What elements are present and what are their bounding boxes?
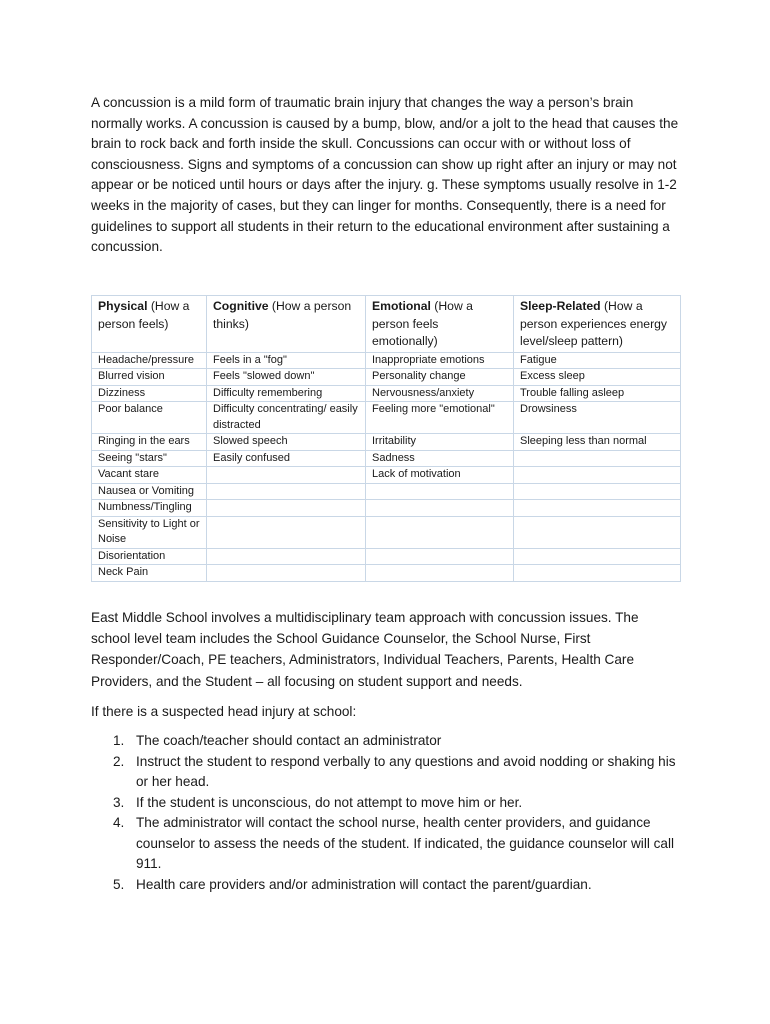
list-text: Instruct the student to respond verbally to any questions and avoid nodding or shaking his or her head. [136, 753, 676, 789]
injury-heading: If there is a suspected head injury at school: [91, 704, 357, 719]
table-cell [366, 516, 514, 548]
table-cell [207, 516, 366, 548]
list-item [91, 731, 676, 752]
table-row [92, 483, 681, 500]
table-row [92, 402, 681, 434]
table-cell: Nausea or Vomiting [92, 483, 207, 500]
list-number: 2. [113, 753, 125, 769]
table-cell [366, 565, 514, 582]
table-cell [207, 483, 366, 500]
table-cell [366, 500, 514, 517]
table-cell: Headache/pressure [92, 352, 207, 369]
table-cell: Poor balance [92, 402, 207, 434]
list-item [91, 813, 676, 875]
table-cell: Personality change [366, 369, 514, 386]
table-row [92, 450, 681, 467]
table-cell [514, 483, 681, 500]
table-row [92, 565, 681, 582]
table-cell: Neck Pain [92, 565, 207, 582]
table-row [92, 467, 681, 484]
list-text: The coach/teacher should contact an administrator [136, 733, 442, 748]
table-cell: Feeling more "emotional" [366, 402, 514, 434]
table-cell [514, 500, 681, 517]
header-sleep-related: Sleep-Related (How a person experiences energy level/sleep pattern) [514, 296, 681, 353]
list-text: Health care providers and/or administration will contact the parent/guardian. [136, 876, 592, 892]
list-number: 4. [113, 815, 125, 830]
table-cell [514, 467, 681, 484]
table-cell: Nervousness/anxiety [366, 385, 514, 402]
table-cell: Sadness [366, 450, 514, 467]
table-cell: Seeing "stars" [92, 450, 207, 467]
team-paragraph: East Middle School involves a multidisciplinary team approach with concussion issues. The school level team includes the School Guidance Counselor, the School Nurse, First Responder/Coach, PE teachers, Administrators, Individual Teachers, Parents, Health Care Providers, and the Student – all focusing on student support and needs. [91, 610, 639, 689]
table-cell: Difficulty concentrating/ easily distracted [207, 402, 366, 434]
table-cell [514, 450, 681, 467]
table-cell [207, 500, 366, 517]
table-cell: Trouble falling asleep [514, 385, 681, 402]
table-row [92, 548, 681, 565]
table-cell [514, 565, 681, 582]
table-cell [207, 548, 366, 565]
table-cell: Disorientation [92, 548, 207, 565]
list-item [91, 793, 676, 814]
table-row [92, 352, 681, 369]
table-cell [207, 467, 366, 484]
table-cell: Feels "slowed down" [207, 369, 366, 386]
table-cell [514, 548, 681, 565]
table-cell: Ringing in the ears [92, 434, 207, 451]
list-item [91, 752, 676, 793]
header-physical: Physical (How a person feels) [92, 296, 207, 353]
header-cognitive: Cognitive (How a person thinks) [207, 296, 366, 353]
table-row [92, 385, 681, 402]
header-emotional: Emotional (How a person feels emotionally) [366, 296, 514, 353]
table-cell: Excess sleep [514, 369, 681, 386]
table-cell: Numbness/Tingling [92, 500, 207, 517]
list-number: 5. [113, 876, 125, 892]
table-row [92, 500, 681, 517]
table-cell: Difficulty remembering [207, 385, 366, 402]
table-cell: Irritability [366, 434, 514, 451]
table-cell [366, 483, 514, 500]
table-cell: Easily confused [207, 450, 366, 467]
table-header-row [92, 296, 681, 353]
table-cell: Dizziness [92, 385, 207, 402]
table-cell: Feels in a "fog" [207, 352, 366, 369]
table-cell: Sensitivity to Light or Noise [92, 516, 207, 548]
symptoms-table [91, 295, 681, 582]
list-text: The administrator will contact the school nurse, health center providers, and guidance counselor to assess the needs of the student. If indicated, the guidance counselor will call 911. [136, 815, 675, 871]
table-cell: Vacant stare [92, 467, 207, 484]
table-cell: Inappropriate emotions [366, 352, 514, 369]
list-number: 1. [113, 733, 125, 748]
table-row [92, 434, 681, 451]
table-cell [366, 548, 514, 565]
list-text: If the student is unconscious, do not attempt to move him or her. [136, 794, 523, 810]
table-cell [207, 565, 366, 582]
table-cell: Drowsiness [514, 402, 681, 434]
list-item [91, 875, 676, 896]
steps-list [91, 731, 676, 895]
table-row [92, 516, 681, 548]
table-cell: Sleeping less than normal [514, 434, 681, 451]
intro-paragraph: A concussion is a mild form of traumatic brain injury that changes the way a person’s brain normally works. A concussion is caused by a bump, blow, and/or a jolt to the head that causes the brain to rock back and forth inside the skull. Concussions can occur with or without loss of consciousness. Signs and symptoms of a concussion can show up right after an injury or may not appear or be noticed until hours or days after the injury. g. These symptoms usually resolve in 1-2 weeks in the majority of cases, but they can linger for months. Consequently, there is a need for guidelines to support all students in their return to the educational environment after sustaining a concussion. [91, 95, 679, 255]
list-number: 3. [113, 794, 125, 810]
table-cell: Lack of motivation [366, 467, 514, 484]
table-cell: Blurred vision [92, 369, 207, 386]
table-cell: Slowed speech [207, 434, 366, 451]
table-cell [514, 516, 681, 548]
table-row [92, 369, 681, 386]
table-cell: Fatigue [514, 352, 681, 369]
